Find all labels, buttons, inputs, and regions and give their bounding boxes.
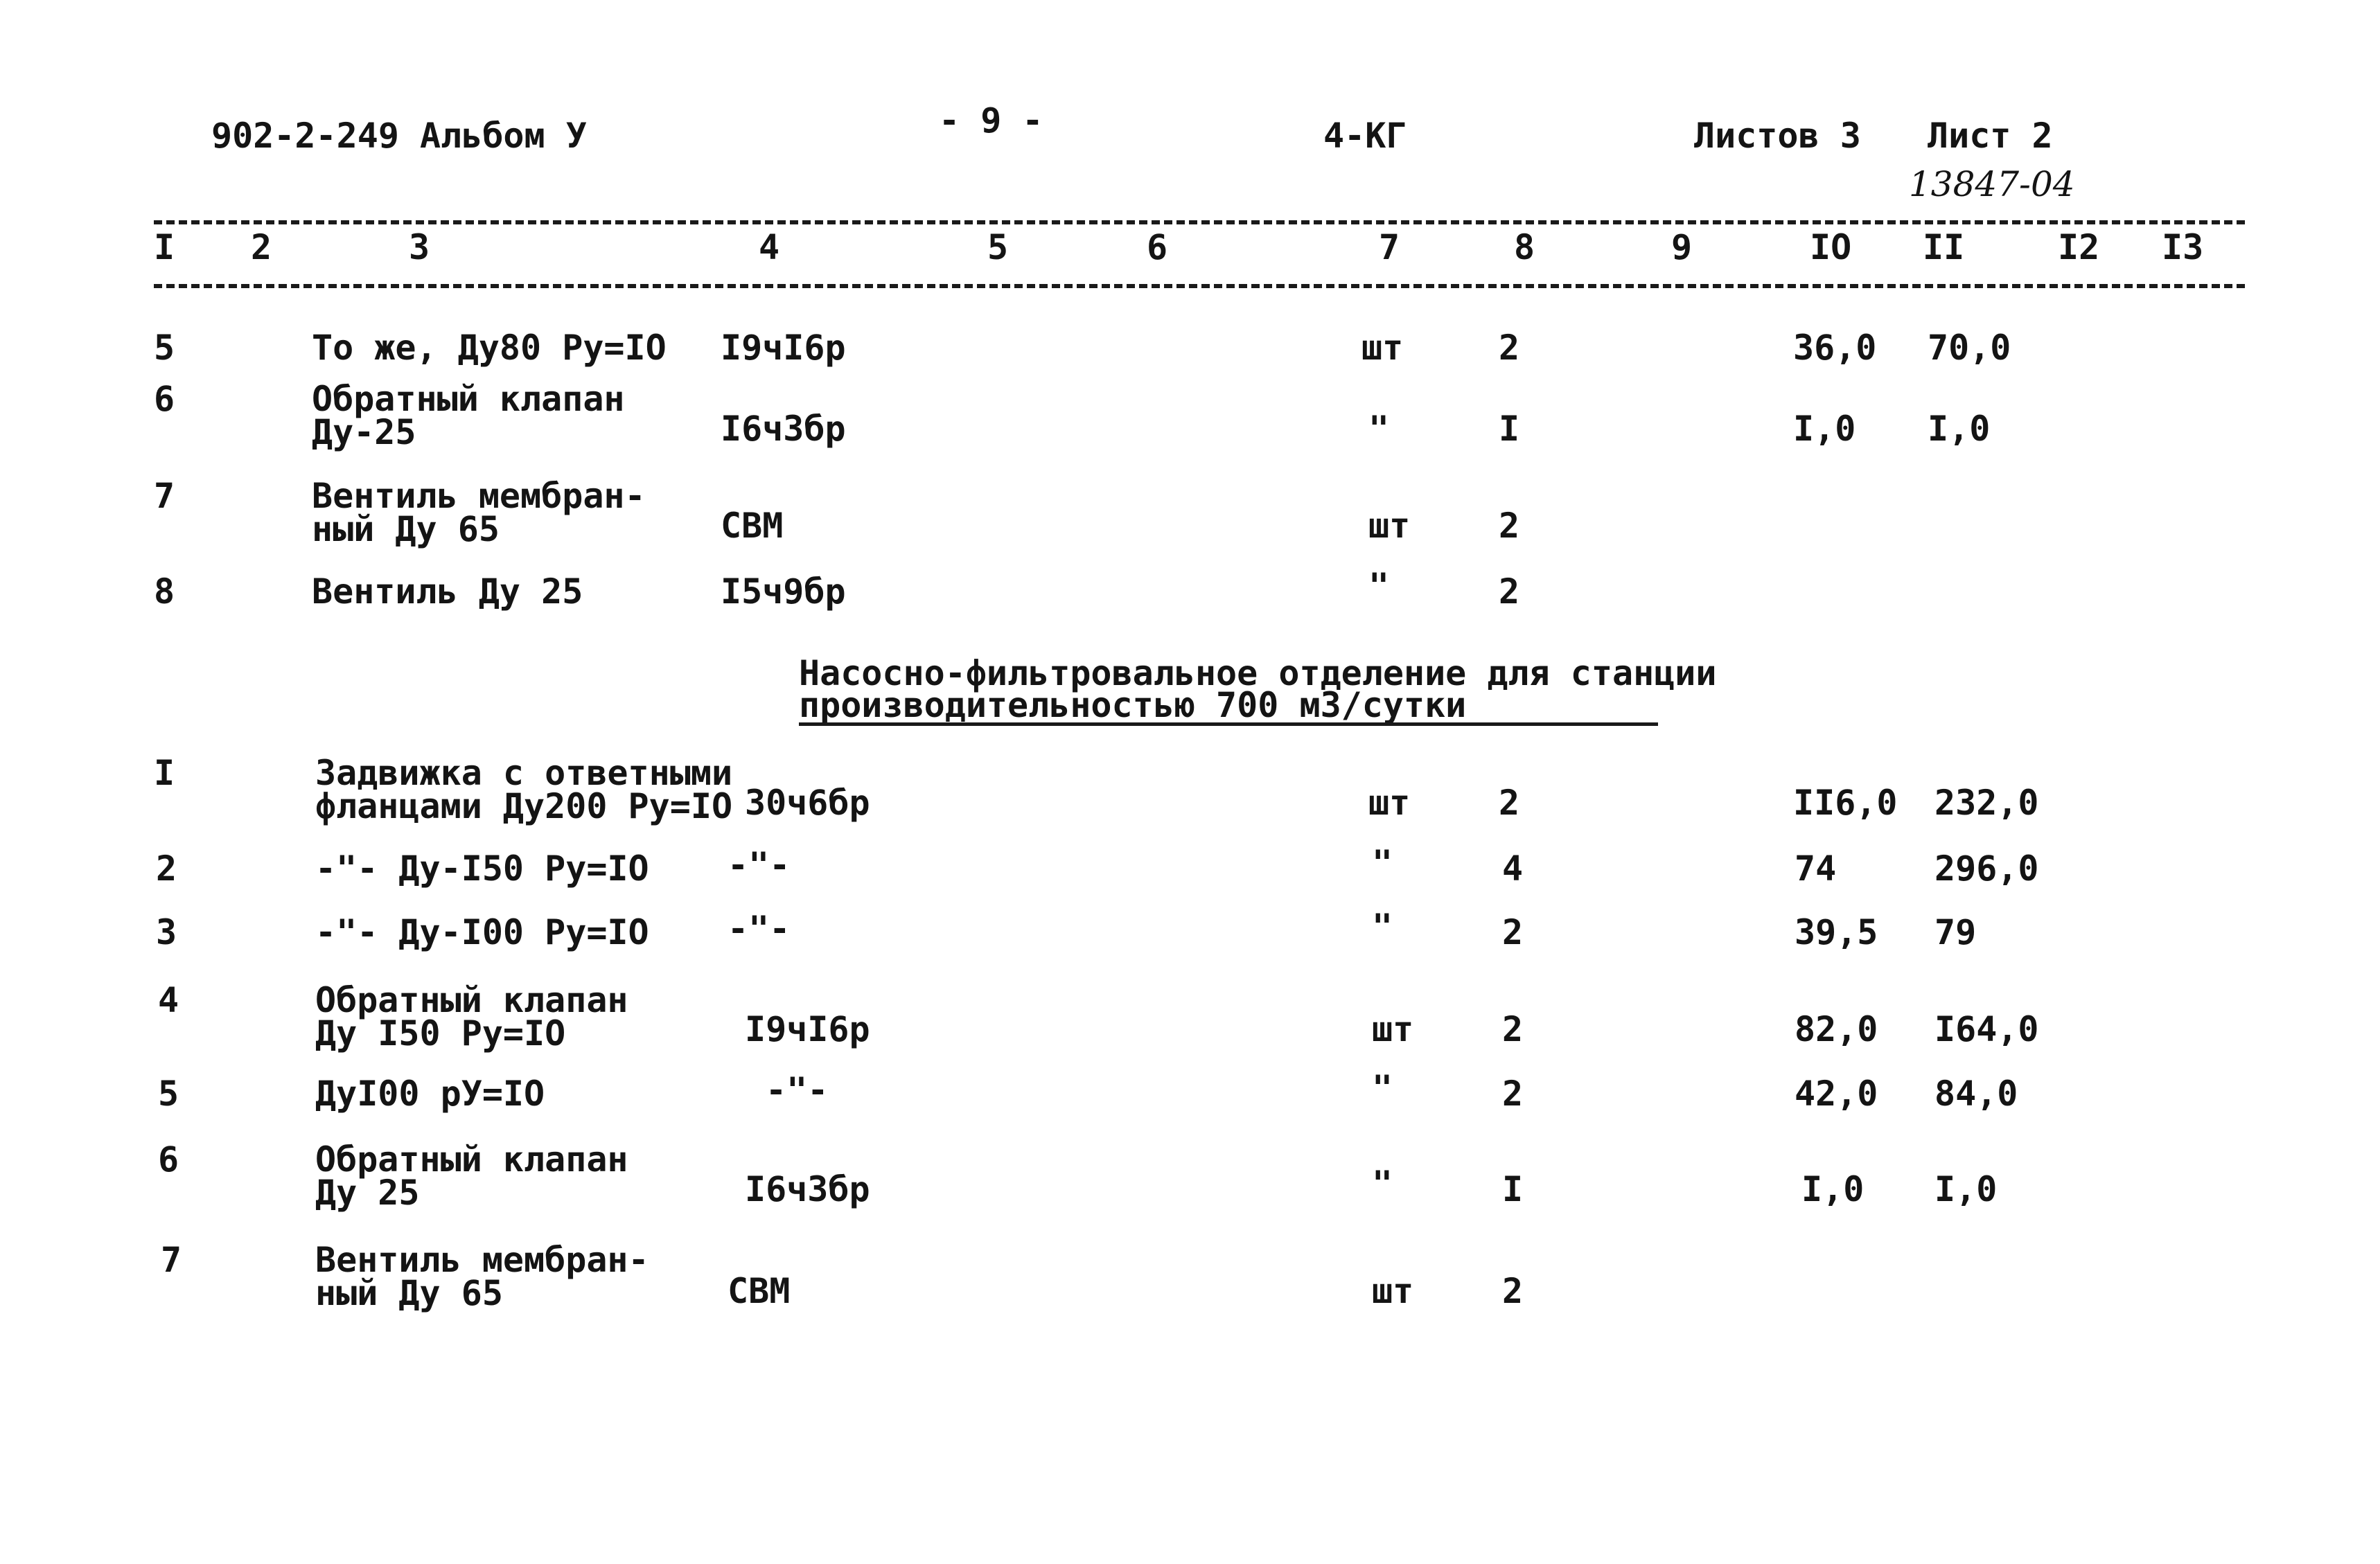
item-mark: -"-	[728, 845, 791, 885]
item-name: Обратный клапан Ду-25	[312, 379, 625, 452]
item-unit: шт	[1372, 1009, 1414, 1049]
item-unit: "	[1368, 409, 1390, 449]
item-quantity: I	[1502, 1169, 1524, 1209]
row-number: 5	[158, 1074, 179, 1114]
item-unit: "	[1372, 843, 1393, 883]
column-header: I2	[2058, 227, 2100, 267]
item-col10: 36,0	[1793, 328, 1877, 368]
column-header: 8	[1514, 227, 1535, 267]
row-number: 6	[154, 379, 175, 419]
archive-number: 13847-04	[1909, 164, 2075, 204]
item-col11: 79	[1934, 912, 1977, 952]
item-mark: I9чI6р	[721, 328, 846, 368]
item-quantity: 2	[1502, 1271, 1524, 1311]
item-mark: -"-	[766, 1070, 829, 1110]
item-quantity: 2	[1502, 1009, 1524, 1049]
item-quantity: I	[1499, 409, 1520, 449]
item-unit: шт	[1368, 783, 1411, 823]
item-name: Вентиль Ду 25	[312, 571, 583, 612]
item-col11: 296,0	[1934, 848, 2039, 889]
row-number: 3	[156, 912, 177, 952]
item-quantity: 2	[1502, 912, 1524, 952]
item-name: ДуI00 рУ=IO	[315, 1074, 545, 1114]
item-mark: 30ч6бр	[745, 783, 870, 823]
item-quantity: 2	[1499, 506, 1520, 546]
item-col10: I,0	[1793, 409, 1856, 449]
item-unit: "	[1368, 566, 1390, 606]
section-title-underline	[799, 722, 1658, 726]
header-top-rule	[154, 220, 2245, 224]
item-name: То же, Ду80 Ру=IO	[312, 328, 667, 368]
item-name: -"- Ду-I00 Ру=IO	[315, 912, 649, 952]
column-header: 5	[987, 227, 1009, 267]
item-name: Вентиль мембран- ный Ду 65	[315, 1240, 649, 1313]
item-col10: 82,0	[1795, 1009, 1878, 1049]
item-unit: "	[1372, 1164, 1393, 1204]
item-quantity: 2	[1499, 571, 1520, 612]
item-col11: I64,0	[1934, 1009, 2039, 1049]
row-number: 8	[154, 571, 175, 612]
item-mark: I9чI6р	[745, 1009, 870, 1049]
header-bottom-rule	[154, 284, 2245, 288]
item-mark: СВМ	[728, 1271, 791, 1311]
sheets-count: Листов 3	[1694, 116, 1861, 156]
sheet-number: Лист 2	[1928, 116, 2053, 156]
item-col11: I,0	[1934, 1169, 1998, 1209]
section-title-line1: Насосно-фильтровальное отделение для станции	[799, 653, 1717, 693]
column-header: 4	[759, 227, 780, 267]
row-number: 5	[154, 328, 175, 368]
item-unit: шт	[1372, 1271, 1414, 1311]
row-number: 4	[158, 980, 179, 1020]
item-name: -"- Ду-I50 Ру=IO	[315, 848, 649, 889]
column-header: I3	[2162, 227, 2204, 267]
item-mark: I6ч3бр	[745, 1169, 870, 1209]
item-unit: шт	[1361, 328, 1404, 368]
item-mark: I5ч9бр	[721, 571, 846, 612]
item-unit: "	[1372, 1068, 1393, 1108]
item-col10: 39,5	[1795, 912, 1878, 952]
column-header: I	[154, 227, 175, 267]
column-header: 2	[251, 227, 272, 267]
item-col10: I,0	[1801, 1169, 1865, 1209]
item-quantity: 2	[1499, 783, 1520, 823]
item-mark: СВМ	[721, 506, 784, 546]
item-mark: -"-	[728, 909, 791, 949]
item-quantity: 4	[1502, 848, 1524, 889]
item-col10: II6,0	[1793, 783, 1898, 823]
row-number: I	[154, 753, 175, 793]
item-col11: 232,0	[1934, 783, 2039, 823]
item-mark: I6ч3бр	[721, 409, 846, 449]
item-quantity: 2	[1499, 328, 1520, 368]
row-number: 7	[161, 1240, 182, 1280]
item-name: Обратный клапан Ду I50 Ру=IO	[315, 980, 628, 1054]
item-col11: 70,0	[1928, 328, 2011, 368]
document-mark: 4-КГ	[1323, 116, 1407, 156]
column-header: 3	[409, 227, 430, 267]
row-number: 6	[158, 1139, 179, 1180]
item-col11: I,0	[1928, 409, 1991, 449]
column-header: IO	[1810, 227, 1852, 267]
item-unit: шт	[1368, 506, 1411, 546]
item-name: Вентиль мембран- ный Ду 65	[312, 476, 646, 549]
document-code: 902-2-249 Альбом У	[211, 116, 587, 156]
item-col11: 84,0	[1934, 1074, 2018, 1114]
item-name: Обратный клапан Ду 25	[315, 1139, 628, 1213]
section-title-line2: производительностью 700 м3/сутки	[799, 685, 1467, 725]
item-quantity: 2	[1502, 1074, 1524, 1114]
row-number: 7	[154, 476, 175, 516]
column-header: II	[1923, 227, 1965, 267]
item-col10: 74	[1795, 848, 1837, 889]
column-header: 9	[1671, 227, 1693, 267]
row-number: 2	[156, 848, 177, 889]
column-header: 6	[1147, 227, 1168, 267]
page-number: - 9 -	[939, 100, 1043, 141]
item-unit: "	[1372, 907, 1393, 947]
column-header: 7	[1379, 227, 1400, 267]
item-name: Задвижка с ответными фланцами Ду200 Ру=IO	[315, 753, 733, 826]
item-col10: 42,0	[1795, 1074, 1878, 1114]
